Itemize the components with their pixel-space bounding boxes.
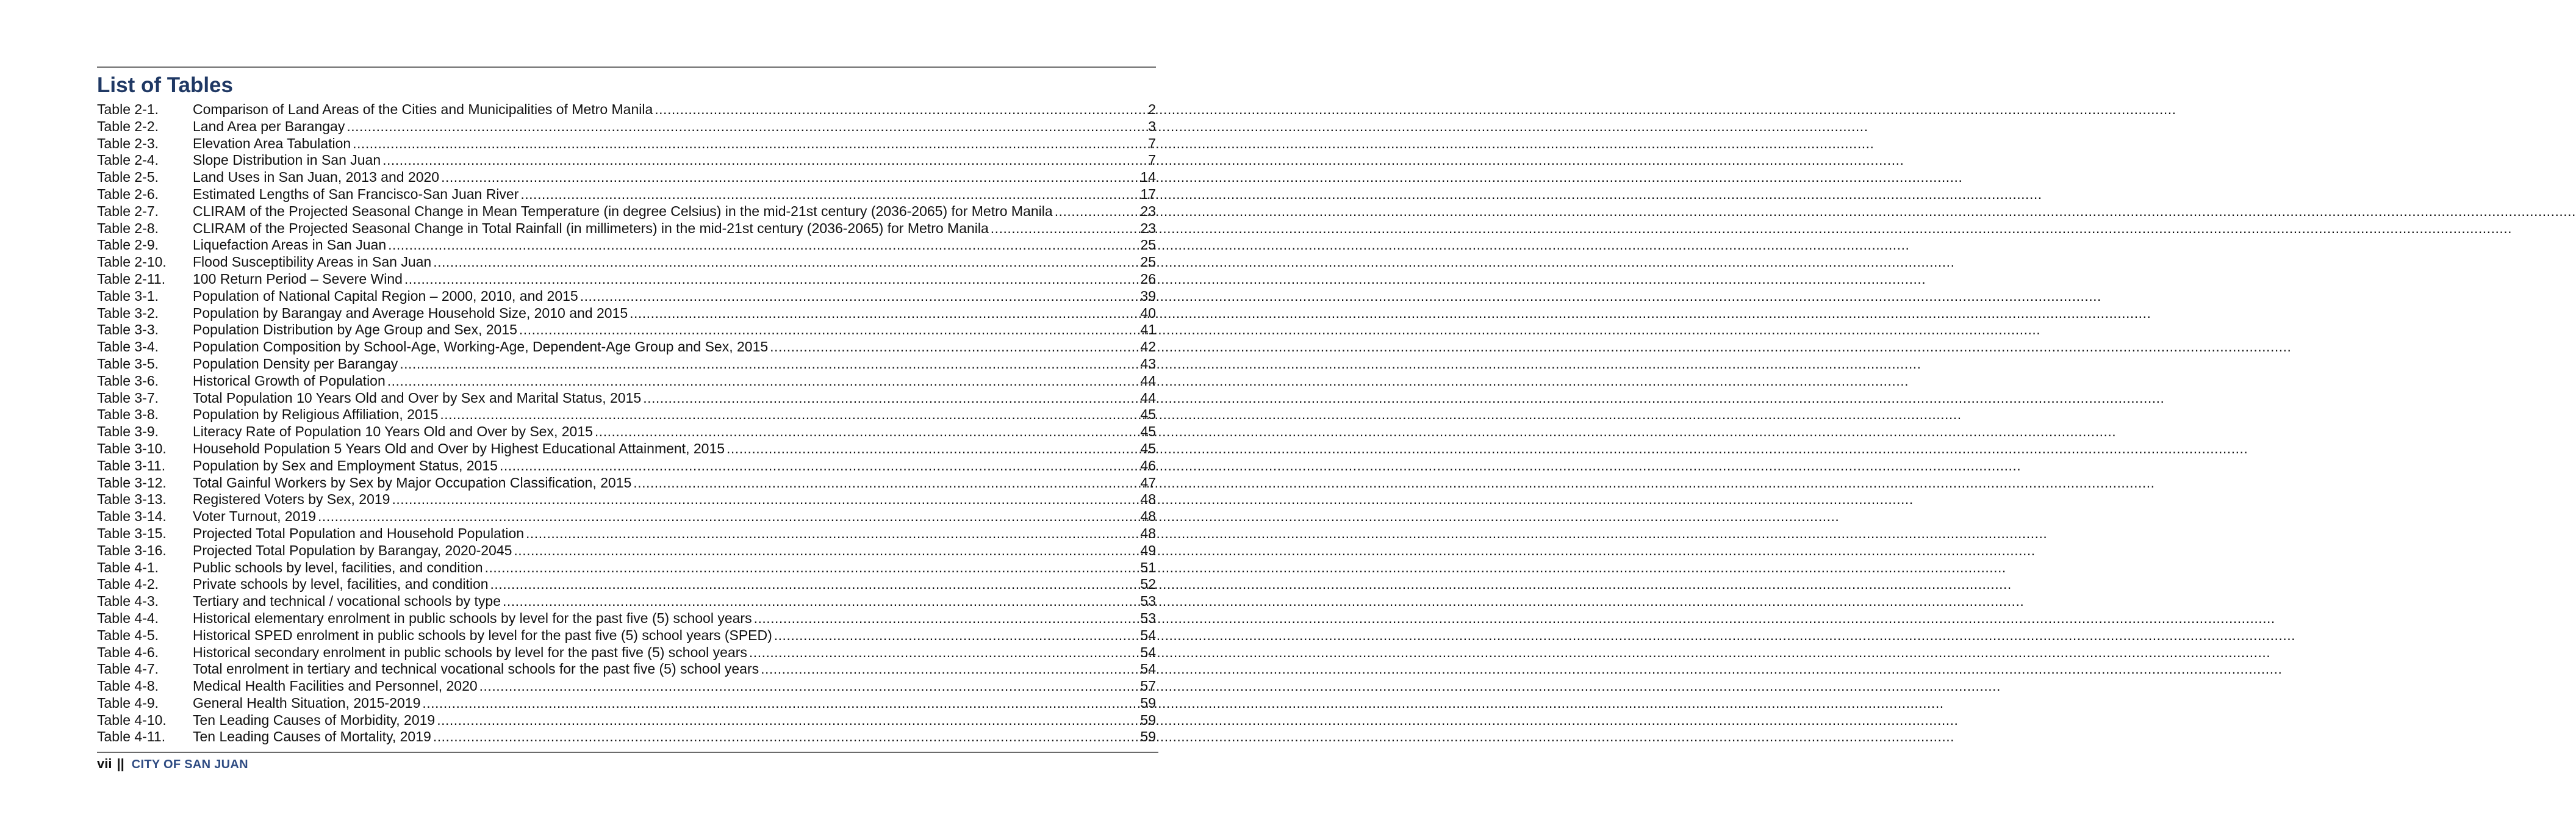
toc-entry[interactable] [97,475,1156,492]
toc-entry-page: 54 [1140,661,1156,677]
toc-entry-title: Historical secondary enrolment in public schools by level for the past five (5) school years [193,644,747,660]
toc-entry-page: 48 [1140,508,1156,525]
toc-entry-number: Table 3-11. [97,457,166,473]
toc-dot-leader [580,288,1139,305]
toc-dot-leader [440,406,1138,423]
toc-entry-number: Table 2-1. [97,101,159,117]
toc-entry-number: Table 4-5. [97,627,159,643]
toc-dot-leader [318,508,1138,525]
toc-entry[interactable] [97,203,1156,220]
toc-entry-page: 53 [1140,593,1156,610]
toc-entry-title: Population by Sex and Employment Status, 2015 [193,457,498,473]
toc-entry-number: Table 3-4. [97,339,159,355]
toc-entry-page: 57 [1140,678,1156,694]
toc-entry[interactable] [97,678,1156,695]
toc-entry-title: Medical Health Facilities and Personnel, 2020 [193,678,478,694]
toc-entry[interactable] [97,576,1156,593]
toc-entry-page: 41 [1140,322,1156,338]
toc-dot-leader [500,458,1138,475]
toc-entry-title: Land Area per Barangay [193,118,345,134]
toc-entry[interactable] [97,339,1156,356]
toc-entry[interactable] [97,542,1156,560]
toc-entry[interactable] [97,661,1156,678]
toc-entry-page: 17 [1140,185,1156,202]
toc-dot-leader [770,339,1138,356]
toc-entry[interactable] [97,288,1156,305]
toc-entry-number: Table 4-9. [97,694,159,711]
toc-entry[interactable] [97,322,1156,339]
toc-entry-number: Table 3-12. [97,474,167,491]
toc-entry-number: Table 4-11. [97,729,166,745]
toc-entry-page: 25 [1140,254,1156,270]
toc-entry-page: 25 [1140,237,1156,253]
page-title: List of Tables [97,73,233,97]
toc-entry-title: Population Composition by School-Age, Working-Age, Dependent-Age Group and Sex, 2015 [193,339,769,355]
toc-entry-title: Historical elementary enrolment in public schools by level for the past five (5) school years [193,610,752,626]
toc-entry[interactable] [97,186,1156,203]
toc-dot-leader [774,627,1139,644]
toc-dot-leader [353,135,1146,153]
toc-entry-title: Private schools by level, facilities, and condition [193,576,489,592]
toc-entry-page: 48 [1140,525,1156,541]
toc-entry[interactable] [97,390,1156,407]
toc-dot-leader [485,560,1139,577]
toc-entry-page: 53 [1140,610,1156,626]
toc-dot-leader [630,305,1138,322]
toc-entry[interactable] [97,593,1156,610]
toc-entry-title: Ten Leading Causes of Mortality, 2019 [193,729,431,745]
toc-entry-title: Projected Total Population by Barangay, 2020-2045 [193,542,512,558]
toc-entry-title: Total enrolment in tertiary and technical vocational schools for the past five (5) school years [193,661,759,677]
toc-entry-page: 43 [1140,355,1156,372]
toc-entry-title: CLIRAM of the Projected Seasonal Change in Mean Temperature (in degree Celsius) in the mid-21st century (2036-2065) for Metro Manila [193,203,1053,219]
toc-entry-number: Table 4-10. [97,711,167,728]
toc-entry-number: Table 3-2. [97,304,159,321]
toc-entry[interactable] [97,220,1156,237]
toc-entry-title: Historical Growth of Population [193,372,386,389]
toc-entry-number: Table 3-3. [97,322,159,338]
toc-entry-page: 3 [1148,118,1156,134]
toc-entry[interactable] [97,560,1156,577]
toc-entry[interactable] [97,373,1156,390]
toc-entry-title: Total Population 10 Years Old and Over by Sex and Marital Status, 2015 [193,389,642,406]
toc-entry-page: 45 [1140,423,1156,440]
toc-entry-page: 54 [1140,644,1156,660]
toc-entry[interactable] [97,441,1156,458]
toc-entry-number: Table 2-3. [97,135,159,151]
toc-dot-leader [422,695,1138,712]
toc-entry-title: 100 Return Period – Severe Wind [193,270,403,287]
toc-entry-page: 7 [1148,135,1156,151]
toc-entry-title: Flood Susceptibility Areas in San Juan [193,254,432,270]
toc-entry-title: Estimated Lengths of San Francisco-San Juan River [193,185,519,202]
toc-dot-leader [655,101,1146,118]
toc-entry[interactable] [97,508,1156,525]
toc-entry-title: Elevation Area Tabulation [193,135,351,151]
toc-dot-leader [490,576,1139,593]
toc-dot-leader [1055,203,1139,220]
toc-dot-leader [433,729,1139,746]
toc-dot-leader [346,118,1146,135]
toc-entry[interactable] [97,525,1156,542]
toc-dot-leader [595,423,1138,441]
toc-entry-number: Table 2-10. [97,254,167,270]
toc-dot-leader [392,491,1138,508]
toc-entry[interactable] [97,135,1156,153]
toc-entry-number: Table 4-1. [97,559,159,575]
toc-dot-leader [400,356,1138,373]
toc-entry[interactable] [97,152,1156,169]
toc-entry-number: Table 4-4. [97,610,159,626]
toc-entry[interactable] [97,729,1156,746]
footer-page-number: vii [97,756,112,771]
footer-rule [97,752,1158,753]
toc-entry[interactable] [97,305,1156,322]
toc-entry-title: Voter Turnout, 2019 [193,508,317,525]
header-rule [97,67,1156,68]
toc-entry-title: General Health Situation, 2015-2019 [193,694,421,711]
toc-entry-number: Table 3-14. [97,508,167,525]
toc-entry-page: 44 [1140,389,1156,406]
toc-entry-page: 59 [1140,711,1156,728]
toc-entry-number: Table 3-5. [97,355,159,372]
toc-entry[interactable] [97,423,1156,441]
toc-entry[interactable] [97,356,1156,373]
toc-entry-title: Total Gainful Workers by Sex by Major Occupation Classification, 2015 [193,474,632,491]
toc-dot-leader [643,390,1138,407]
toc-entry-title: Land Uses in San Juan, 2013 and 2020 [193,169,440,185]
toc-dot-leader [761,661,1138,678]
toc-dot-leader [433,254,1138,271]
toc-dot-leader [633,475,1138,492]
toc-entry-title: Ten Leading Causes of Morbidity, 2019 [193,711,436,728]
toc-entry-title: Comparison of Land Areas of the Cities and Municipalities of Metro Manila [193,101,653,117]
toc-entry-number: Table 2-7. [97,203,159,219]
toc-dot-leader [382,152,1146,169]
toc-entry[interactable] [97,118,1156,135]
toc-entry-number: Table 4-8. [97,678,159,694]
toc-entry-title: Public schools by level, facilities, and condition [193,559,483,575]
toc-dot-leader [514,542,1138,560]
toc-entry[interactable] [97,254,1156,271]
page-footer [97,755,248,773]
toc-entry-title: Slope Distribution in San Juan [193,152,381,168]
toc-entry-title: Population Distribution by Age Group and Sex, 2015 [193,322,517,338]
toc-entry-page: 59 [1140,694,1156,711]
toc-entry-page: 51 [1140,559,1156,575]
toc-entry[interactable] [97,644,1156,661]
list-of-tables [97,101,1156,746]
toc-entry-title: Projected Total Population and Household Population [193,525,525,541]
toc-dot-leader [519,322,1138,339]
toc-entry[interactable] [97,695,1156,712]
toc-dot-leader [404,271,1138,288]
toc-entry-number: Table 2-4. [97,152,159,168]
toc-dot-leader [437,712,1138,729]
toc-entry-page: 44 [1140,372,1156,389]
toc-entry[interactable] [97,237,1156,254]
toc-entry-number: Table 3-8. [97,406,159,423]
toc-entry[interactable] [97,406,1156,423]
toc-dot-leader [441,169,1138,186]
toc-entry-page: 40 [1140,304,1156,321]
toc-dot-leader [727,441,1138,458]
toc-dot-leader [503,593,1138,610]
toc-entry-number: Table 3-1. [97,287,159,304]
toc-entry-page: 2 [1148,101,1156,117]
toc-dot-leader [749,644,1138,661]
toc-entry-page: 52 [1140,576,1156,592]
toc-entry-page: 46 [1140,457,1156,473]
toc-entry-number: Table 2-2. [97,118,159,134]
toc-entry-title: Tertiary and technical / vocational schools by type [193,593,501,610]
toc-entry-page: 23 [1140,203,1156,219]
toc-entry-title: Literacy Rate of Population 10 Years Old and Over by Sex, 2015 [193,423,593,440]
toc-entry-title: Population Density per Barangay [193,355,398,372]
toc-entry-number: Table 4-6. [97,644,159,660]
toc-entry-title: CLIRAM of the Projected Seasonal Change in Total Rainfall (in millimeters) in the mid-21st century (2036-2065) for Metro Manila [193,220,989,236]
toc-entry[interactable] [97,712,1156,729]
toc-dot-leader [991,220,1139,237]
toc-entry-page: 54 [1140,627,1156,643]
toc-entry-page: 23 [1140,220,1156,236]
toc-entry-page: 42 [1140,339,1156,355]
toc-entry[interactable] [97,458,1156,475]
toc-dot-leader [479,678,1139,695]
toc-entry-number: Table 3-6. [97,372,159,389]
toc-dot-leader [520,186,1138,203]
toc-dot-leader [526,525,1138,542]
toc-entry[interactable] [97,610,1156,627]
toc-entry-number: Table 2-8. [97,220,159,236]
toc-entry-number: Table 2-6. [97,185,159,202]
toc-entry-number: Table 3-7. [97,389,159,406]
toc-entry-title: Population by Barangay and Average Household Size, 2010 and 2015 [193,304,628,321]
toc-entry-page: 48 [1140,491,1156,508]
toc-entry-page: 45 [1140,406,1156,423]
toc-entry-title: Population by Religious Affiliation, 2015 [193,406,439,423]
toc-entry-page: 39 [1140,287,1156,304]
toc-entry-page: 59 [1140,729,1156,745]
toc-entry-number: Table 2-11. [97,270,166,287]
toc-entry-title: Historical SPED enrolment in public schools by level for the past five (5) school years (SPED) [193,627,772,643]
toc-entry[interactable] [97,169,1156,186]
toc-entry-number: Table 3-13. [97,491,167,508]
toc-entry-title: Population of National Capital Region – 2000, 2010, and 2015 [193,287,578,304]
toc-entry-title: Liquefaction Areas in San Juan [193,237,387,253]
toc-entry[interactable] [97,271,1156,288]
toc-entry-page: 49 [1140,542,1156,558]
toc-entry-title: Household Population 5 Years Old and Over by Highest Educational Attainment, 2015 [193,440,725,456]
toc-entry-number: Table 4-2. [97,576,159,592]
toc-entry-number: Table 3-16. [97,542,167,558]
toc-entry[interactable] [97,627,1156,644]
toc-dot-leader [754,610,1139,627]
toc-entry-number: Table 4-3. [97,593,159,610]
toc-dot-leader [387,373,1139,390]
toc-entry-title: Registered Voters by Sex, 2019 [193,491,390,508]
toc-entry-page: 7 [1148,152,1156,168]
toc-entry-number: Table 3-10. [97,440,167,456]
toc-entry-page: 47 [1140,474,1156,491]
toc-entry[interactable] [97,101,1156,118]
toc-entry-number: Table 2-9. [97,237,159,253]
toc-entry-number: Table 2-5. [97,169,159,185]
footer-separator: || [117,756,124,771]
toc-entry-number: Table 3-15. [97,525,167,541]
toc-entry-page: 26 [1140,270,1156,287]
toc-dot-leader [388,237,1138,254]
footer-organization: CITY OF SAN JUAN [131,758,248,771]
toc-entry-number: Table 4-7. [97,661,159,677]
toc-entry[interactable] [97,491,1156,508]
toc-entry-page: 14 [1140,169,1156,185]
toc-entry-page: 45 [1140,440,1156,456]
toc-entry-number: Table 3-9. [97,423,159,440]
